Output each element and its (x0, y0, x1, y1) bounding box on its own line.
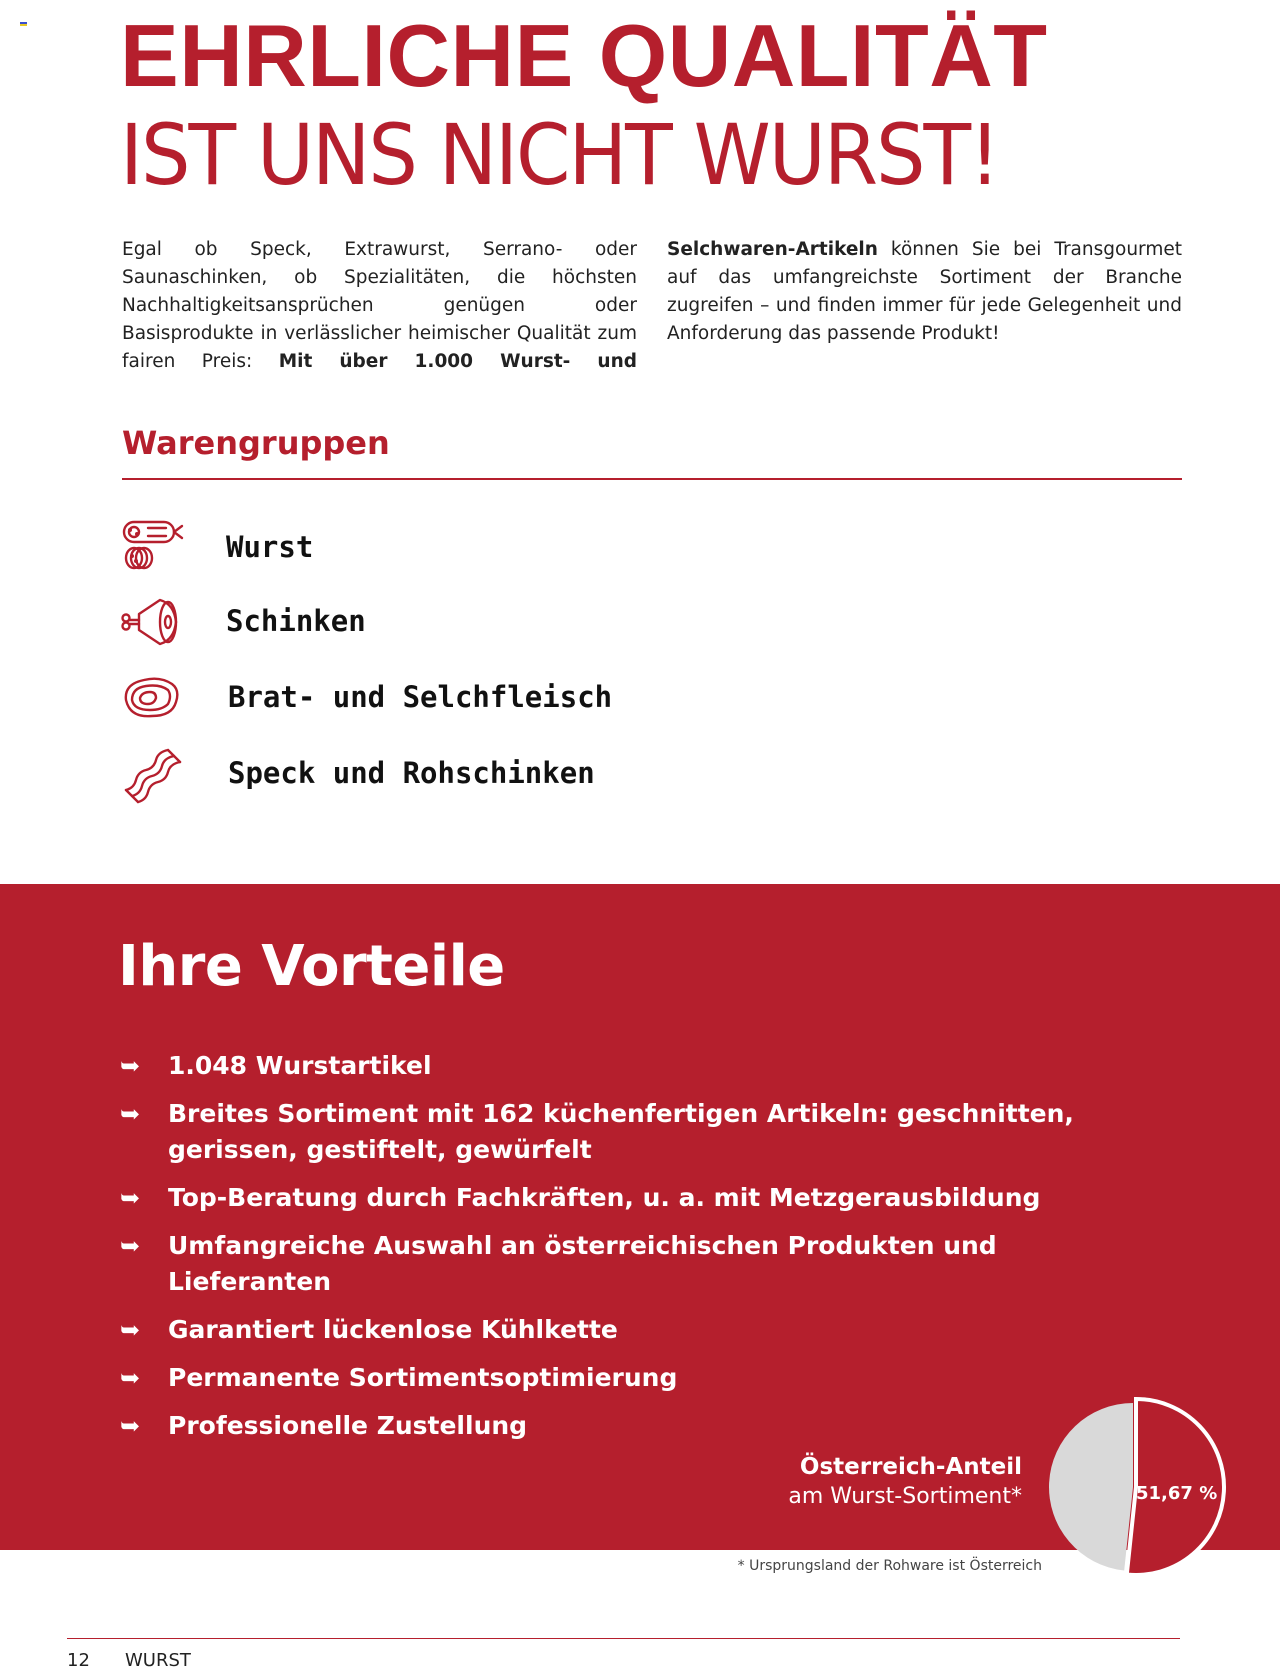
warengruppe-item-wurst (120, 516, 720, 580)
ham-icon (120, 590, 186, 654)
arrow-right-icon: ➥ (120, 1364, 141, 1392)
warengruppe-label: Speck und Rohschinken (228, 756, 595, 790)
flag-icon (20, 22, 27, 26)
sausage-icon (120, 516, 186, 580)
pie-title: Österreich-Anteil (799, 1454, 1022, 1480)
intro-bold: Mit über 1.000 Wurst- und Selchwaren-Artikeln (278, 239, 878, 372)
vorteile-title: Ihre Vorteile (118, 934, 505, 999)
bacon-icon (120, 742, 186, 806)
warengruppe-label: Brat- und Selchfleisch (228, 680, 613, 714)
headline-line1: EHRLICHE QUALITÄT (120, 6, 1048, 105)
pie-subtitle: am Wurst-Sortiment* (788, 1484, 1022, 1509)
pie-slice-label: 51,67 % (1136, 1483, 1218, 1504)
arrow-right-icon: ➥ (120, 1316, 141, 1344)
intro-text (122, 236, 1182, 376)
intro-part2: können Sie bei Transgourmet auf das umfangreichste Sortiment der Branche zugreifen – und finden immer für jede Gelegenheit und Anforderung das passende Produkt! (667, 239, 1182, 344)
warengruppe-item-speck (120, 742, 720, 806)
list-item: ➥ Umfangreiche Auswahl an österreichischen Produkten und Lieferanten (120, 1228, 1100, 1300)
warengruppe-label: Schinken (226, 604, 366, 638)
headline-line2: IST UNS NICHT WURST! (120, 107, 999, 205)
pie-caption (788, 1452, 1022, 1512)
list-item: ➥ Breites Sortiment mit 162 küchenfertigen Artikeln: geschnitten, gerissen, gestiftelt, gewürfelt (120, 1096, 1100, 1168)
list-item: ➥ Garantiert lückenlose Kühlkette (120, 1312, 1100, 1348)
footnote: * Ursprungsland der Rohware ist Österreich (737, 1558, 1042, 1574)
intro-part1: Egal ob Speck, Extrawurst, Serrano- oder Saunaschinken, ob Spezialitäten, die höchsten Nachhaltigkeitsansprüchen genügen oder Basisprodukte in verlässlicher heimischer Qualität zum fairen Preis: (122, 239, 637, 372)
arrow-right-icon: ➥ (120, 1412, 141, 1440)
warengruppe-item-schinken (120, 590, 720, 654)
arrow-right-icon: ➥ (120, 1184, 141, 1212)
list-item: ➥ Permanente Sortimentsoptimierung (120, 1360, 1100, 1396)
warengruppe-label: Wurst (226, 530, 314, 564)
pie-slice-rest (1049, 1403, 1133, 1571)
warengruppe-item-bratfleisch (120, 666, 720, 730)
list-item: ➥ 1.048 Wurstartikel (120, 1048, 1100, 1084)
arrow-right-icon: ➥ (120, 1052, 141, 1080)
page-number: 12 (67, 1650, 90, 1671)
arrow-right-icon: ➥ (120, 1232, 141, 1260)
arrow-right-icon: ➥ (120, 1100, 141, 1128)
list-item: ➥ Top-Beratung durch Fachkräften, u. a. mit Metzgerausbildung (120, 1180, 1100, 1216)
section-divider (122, 478, 1182, 480)
vorteile-list (120, 1048, 1100, 1456)
footer-section-title: WURST (125, 1650, 191, 1671)
list-item: ➥ Professionelle Zustellung (120, 1408, 1100, 1444)
steak-icon (120, 666, 186, 730)
warengruppen-title: Warengruppen (122, 424, 390, 462)
footer-divider (67, 1638, 1180, 1639)
